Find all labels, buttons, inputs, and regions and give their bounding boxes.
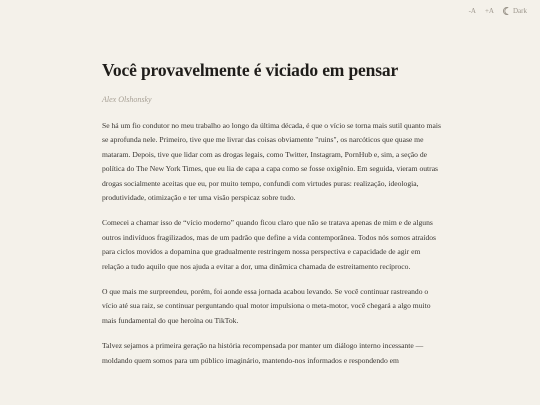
article-title: Você provavelmente é viciado em pensar xyxy=(102,60,399,80)
article-body xyxy=(102,119,442,368)
decrease-font-button[interactable] xyxy=(469,8,476,15)
moon-icon xyxy=(503,7,510,15)
article-paragraph: Se há um fio condutor no meu trabalho ao longo da última década, é que o vício se torna mais sutil quanto mais se aprofunda nele. Primeiro, tive que me livrar das coisas obviamente "ruins", os narcóticos que quase me mataram. Depois, tive que lidar com as drogas legais, como Twitter, Instagram, PornHub e, sim, a seção de política do The New York Times, que eu lia de capa a capa como se fosse oxigênio. Em seguida, vieram outras drogas socialmente aceitas que eu, por muito tempo, confundi com virtudes puras: realização, ideologia, produtividade, otimização e ter uma visão perspicaz sobre tudo. xyxy=(102,121,441,203)
article-paragraph: O que mais me surpreendeu, porém, foi aonde essa jornada acabou levando. Se você continuar rastreando o vício até sua raiz, se continuar perguntando qual motor impulsiona o meta-motor, você chegará a algo muito mais fundamental do que heroína ou TikTok. xyxy=(102,287,431,325)
reader-toolbar xyxy=(469,7,527,15)
article-author: Alex Olshonsky xyxy=(102,95,152,104)
article xyxy=(102,58,442,379)
dark-mode-toggle[interactable] xyxy=(503,7,527,15)
article-paragraph: Talvez sejamos a primeira geração na história recompensada por manter um diálogo interno incessante — moldando quem somos para um público imaginário, mantendo-nos informados e respondendo em xyxy=(102,341,424,365)
article-paragraph: Comecei a chamar isso de “vício moderno” quando ficou claro que não se tratava apenas de mim e de alguns outros indivíduos fragilizados, mas de um padrão que define a vida contemporânea. Todos nós somos atraídos para ciclos movidos a dopamina que gradualmente restringem nossa perspectiva e capacidade de agir em relação a tudo aquilo que nos ajuda a evitar a dor, uma dinâmica chamada de estreitamento recíproco. xyxy=(102,218,437,271)
increase-font-label: +A xyxy=(484,6,494,15)
decrease-font-label: -A xyxy=(468,6,476,15)
increase-font-button[interactable] xyxy=(485,8,494,15)
dark-mode-label: Dark xyxy=(513,6,527,15)
